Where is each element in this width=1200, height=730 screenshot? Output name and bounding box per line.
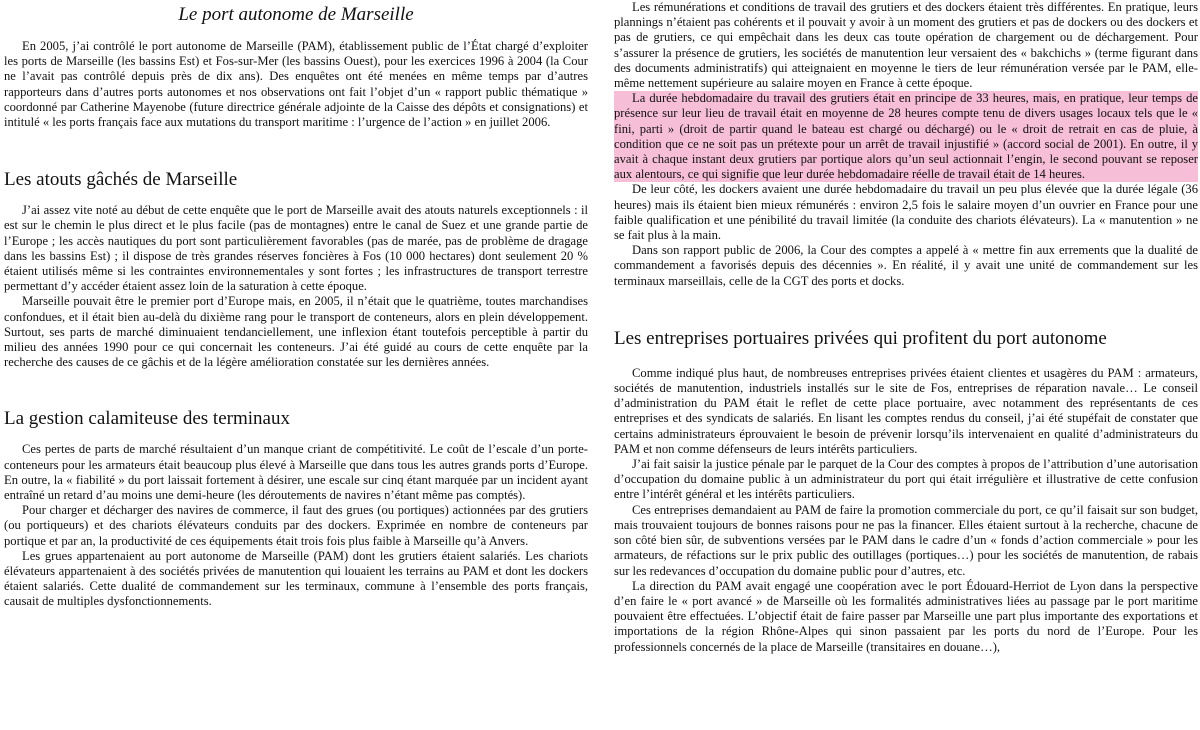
paragraph: La direction du PAM avait engagé une coopération avec le port Édouard-Herriot de Lyon dans la perspective d’en faire le « port avancé » de Marseille où les formalités administratives liées au passage par le port maritime pouvaient être effectuées. L’objectif était de faire passer par Marseille une part plus importante des exportations et importations de la région Rhône-Alpes qui sinon passaient par les ports du nord de l’Europe. Pour les professionnels concernés de la place de Marseille (transitaires en douane…), [614,578,1198,654]
intro-paragraph: En 2005, j’ai contrôlé le port autonome de Marseille (PAM), établissement public de l’État chargé d’exploiter les ports de Marseille (les bassins Est) et Fos-sur-Mer (les bassins Ouest), pour les exercices 1996 à 2004 (la Cour ne l’avait pas contrôlé depuis près de dix ans). Des enquêtes ont été menées en même temps par d’autres rapporteurs dans d’autres ports autonomes et nos observations ont fait l’objet d’un « rapport public thématique » coordonné par Catherine Mayenobe (future directrice générale adjointe de la Caisse des dépôts et consignations) et intitulé « les ports français face aux mutations du transport maritime : l’urgence de l’action » en juillet 2006. [4,39,588,130]
section-heading-gestion: La gestion calamiteuse des terminaux [4,408,290,430]
highlighted-paragraph[interactable]: La durée hebdomadaire du travail des grutiers était en principe de 33 heures, mais, en pratique, leur temps de présence sur leur lieu de travail était en moyenne de 28 heures compte tenu de divers usages locaux tels que le « fini, parti » (droit de partir quand le bateau est chargé ou déchargé) ou le « droit de retrait en cas de pluie, à condition que ce ne soit pas un prétexte pour un arrêt de travail injustifié » (accord social de 2001). En outre, il y avait à chaque instant deux grutiers par portique alors qu’un seul actionnait l’engin, le second pouvant se reposer aux alentours, ce qui signifie que leur durée hebdomadaire réelle de travail était de 14 heures. [614,91,1198,182]
paragraph: J’ai fait saisir la justice pénale par le parquet de la Cour des comptes à propos de l’attribution d’une autorisation d’occupation du domaine public à un administrateur du port qui était irrégulière et illustrative de cette confusion entre l’intérêt général et les intérêts particuliers. [614,457,1198,502]
section-heading-atouts: Les atouts gâchés de Marseille [4,169,238,191]
left-column [4,0,588,610]
paragraph: Les rémunérations et conditions de travail des grutiers et des dockers étaient très différentes. En pratique, leurs plannings n’étaient pas cohérents et il pouvait y avoir à un moment des grutiers et pas de dockers ou des dockers et pas de grutiers, ce qui empêchait dans les deux cas toute opération de chargement ou de déchargement. Pour s’assurer la présence de grutiers, les sociétés de manutention leur versaient des « bakchichs » (terme figurant dans des documents administratifs) qui atteignaient en moyenne le tiers de leur rémunération versée par le PAM, elle-même nettement supérieure au salaire moyen en France à cette époque. [614,0,1198,91]
paragraph: Ces entreprises demandaient au PAM de faire la promotion commerciale du port, ce qu’il faisait sur son budget, mais trouvaient toujours de bonnes raisons pour ne pas la financer. Elles étaient surtout à la recherche, chacune de son côté bien sûr, de subventions versées par le PAM dans le cadre d’un « fonds d’action commerciale » pour les armateurs, de réfactions sur le prix public des outillages (portiques…) pour les sociétés de manutention, de rabais sur les redevances d’occupation du domaine public pour d’autres, etc. [614,502,1198,578]
paragraph: Dans son rapport public de 2006, la Cour des comptes a appelé à « mettre fin aux errements que la dualité de commandement a favorisés depuis des décennies ». En réalité, il y avait une unité de commandement sur les terminaux marseillais, celle de la CGT des ports et docks. [614,243,1198,288]
paragraph: Comme indiqué plus haut, de nombreuses entreprises privées étaient clientes et usagères du PAM : armateurs, sociétés de manutention, industriels installés sur le site de Fos, entreprises de réparation navale… Le conseil d’administration du PAM était le reflet de cette place portuaire, avec notamment des représentants de ces entreprises et des syndicats de salariés. En lisant les comptes rendus du conseil, j’ai été stupéfait de constater que certains administrateurs éprouvaient le besoin de prévenir lorsqu’ils intervenaient en qualité d’administrateurs du PAM et non comme défenseurs de leurs intérêts particuliers. [614,365,1198,456]
paragraph: Les grues appartenaient au port autonome de Marseille (PAM) dont les grutiers étaient salariés. Les chariots élévateurs appartenaient à des sociétés privées de manutention qui louaient les terrains au PAM et dont les dockers étaient salariés. Cette dualité de commandement sur les terminaux, commune à l’ensemble des ports français, causait de multiples dysfonctionnements. [4,548,588,609]
right-column [614,0,1198,655]
document-title: Le port autonome de Marseille [178,4,414,25]
paragraph: Marseille pouvait être le premier port d’Europe mais, en 2005, il n’était que le quatrième, toutes marchandises confondues, et il était bien au-delà du dixième rang pour le transport de conteneurs, alors en plein développement. Surtout, ses parts de marché diminuaient tendanciellement, une inflexion étant toutefois perceptible à partir du milieu des années 1990 pour ce qui concernait les conteneurs. J’ai été guidé au cours de cette enquête par la recherche des causes de ce gâchis et de la légère amélioration constatée sur les dernières années. [4,294,588,370]
paragraph: Pour charger et décharger des navires de commerce, il faut des grues (ou portiques) actionnées par des grutiers (ou portiqueurs) et des chariots élévateurs conduits par des dockers. Exprimée en nombre de conteneurs par portique et par an, la productivité de ces équipements était trois fois plus faible à Marseille qu’à Anvers. [4,503,588,548]
paragraph: J’ai assez vite noté au début de cette enquête que le port de Marseille avait des atouts naturels exceptionnels : il est sur le chemin le plus direct et le plus facile (pas de montagnes) entre le canal de Suez et une grande partie de l’Europe ; les accès nautiques du port sont particulièrement favorables (pas de marée, pas de problème de dragage dans les bassins Est) ; il dispose de très grandes réserves foncières à Fos (10 000 hectares) dont seulement 20 % étaient utilisés même si les contraintes environnementales y sont fortes ; les infrastructures de transport terrestre permettant d’y accéder étaient assez loin de la saturation à cette époque. [4,203,588,294]
paragraph: De leur côté, les dockers avaient une durée hebdomadaire du travail un peu plus élevée que la durée légale (36 heures) mais ils étaient bien mieux rémunérés : environ 2,5 fois le salaire moyen d’un ouvrier en France pour une faible qualification et une pénibilité du travail limitée (la conduite des chariots élévateurs). La « manutention » ne se fait plus à la main. [614,182,1198,243]
paragraph: Ces pertes de parts de marché résultaient d’un manque criant de compétitivité. Le coût de l’escale d’un porte-conteneurs pour les armateurs était beaucoup plus élevé à Marseille que dans tous les autres grands ports d’Europe. En outre, la « fiabilité » du port laissait fortement à désirer, une escale sur cinq étant marquée par un incident ayant entraîné un retard d’au moins une demi-heure (les déroutements de navires n’étant même pas comptés). [4,442,588,503]
section-heading-entreprises: Les entreprises portuaires privées qui profitent du port autonome [614,327,1107,349]
